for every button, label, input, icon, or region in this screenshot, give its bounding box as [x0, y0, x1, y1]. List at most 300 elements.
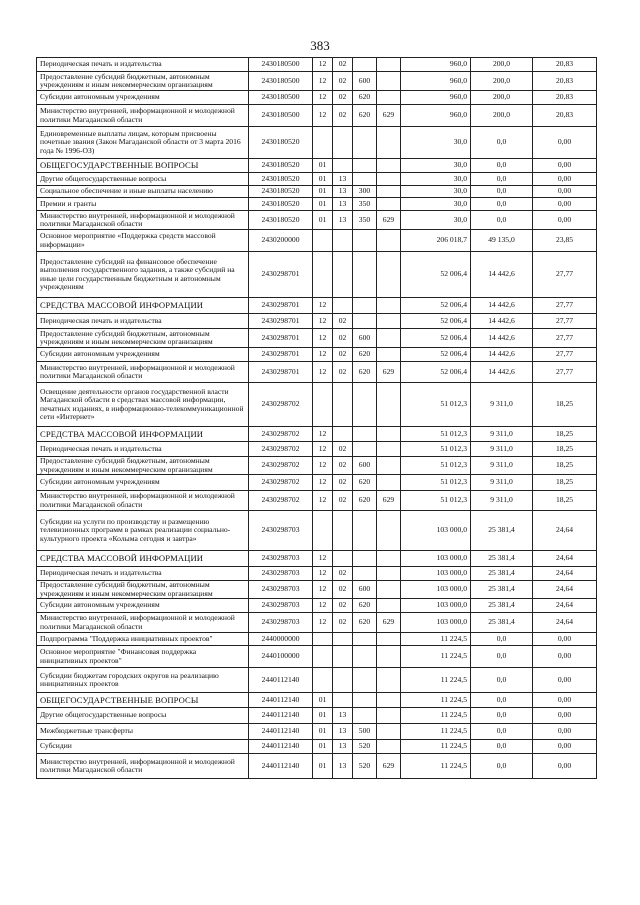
percent-cell: 27,77	[533, 329, 597, 348]
section-code-cell: 12	[313, 613, 333, 633]
subsection-code-cell: 13	[333, 754, 353, 779]
table-row	[37, 173, 597, 186]
subsection-code-cell: 02	[333, 599, 353, 613]
table-row	[37, 186, 597, 198]
subsection-code-cell: 13	[333, 198, 353, 211]
planned-amount-cell: 30,0	[401, 173, 471, 186]
code-cell: 2430298701	[249, 252, 313, 298]
ministry-code-cell: 629	[377, 491, 401, 511]
subsection-code-cell: 13	[333, 740, 353, 754]
code-cell: 2430180520	[249, 186, 313, 198]
name-cell: Министерство внутренней, информационной и молодежной политики Магаданской области	[37, 105, 249, 127]
section-code-cell: 12	[313, 442, 333, 457]
code-cell: 2440112140	[249, 668, 313, 693]
table-row	[37, 511, 597, 551]
percent-cell: 0,00	[533, 708, 597, 724]
ministry-code-cell	[377, 724, 401, 740]
code-cell: 2430298702	[249, 442, 313, 457]
actual-amount-cell: 14 442,6	[471, 252, 533, 298]
table-row	[37, 613, 597, 633]
planned-amount-cell: 11 224,5	[401, 668, 471, 693]
name-cell: Министерство внутренней, информационной и молодежной политики Магаданской области	[37, 362, 249, 383]
planned-amount-cell: 960,0	[401, 72, 471, 91]
ministry-code-cell	[377, 511, 401, 551]
expense-type-cell: 350	[353, 198, 377, 211]
expense-type-cell: 620	[353, 362, 377, 383]
section-code-cell: 01	[313, 211, 333, 230]
subsection-code-cell	[333, 383, 353, 427]
expense-type-cell	[353, 668, 377, 693]
planned-amount-cell: 11 224,5	[401, 754, 471, 779]
expense-type-cell	[353, 58, 377, 72]
expense-type-cell: 620	[353, 599, 377, 613]
planned-amount-cell: 30,0	[401, 211, 471, 230]
name-cell: Другие общегосударственные вопросы	[37, 708, 249, 724]
ministry-code-cell	[377, 198, 401, 211]
actual-amount-cell: 9 311,0	[471, 383, 533, 427]
page-number: 383	[310, 38, 330, 53]
planned-amount-cell: 51 012,3	[401, 383, 471, 427]
section-code-cell: 12	[313, 599, 333, 613]
expense-type-cell: 620	[353, 105, 377, 127]
subsection-code-cell: 13	[333, 211, 353, 230]
actual-amount-cell: 0,0	[471, 668, 533, 693]
subsection-code-cell	[333, 230, 353, 252]
expense-type-cell	[353, 633, 377, 646]
actual-amount-cell: 0,0	[471, 159, 533, 173]
actual-amount-cell: 0,0	[471, 708, 533, 724]
ministry-code-cell	[377, 298, 401, 314]
ministry-code-cell	[377, 186, 401, 198]
code-cell: 2430298702	[249, 457, 313, 475]
name-cell: Предоставление субсидий бюджетным, автономным учреждениям и иным некоммерческим организациям	[37, 457, 249, 475]
code-cell: 2430180520	[249, 198, 313, 211]
ministry-code-cell	[377, 427, 401, 442]
planned-amount-cell: 206 018,7	[401, 230, 471, 252]
table-row	[37, 329, 597, 348]
subsection-code-cell: 13	[333, 173, 353, 186]
name-cell: Предоставление субсидий на финансовое обеспечение выполнения государственного задания, а также субсидий на иные цели государственным бюджетным и автономным учреждениям	[37, 252, 249, 298]
percent-cell: 27,77	[533, 348, 597, 362]
actual-amount-cell: 0,0	[471, 127, 533, 159]
section-code-cell: 12	[313, 457, 333, 475]
name-cell: Освещение деятельности органов государственной власти Магаданской области в средствах массовой информации, печатных изданиях, в информационно-телекоммуникационной сети «Интернет»	[37, 383, 249, 427]
expense-type-cell	[353, 252, 377, 298]
section-code-cell: 01	[313, 724, 333, 740]
name-cell: Субсидии автономным учреждениям	[37, 475, 249, 491]
percent-cell: 18,25	[533, 457, 597, 475]
name-cell: Министерство внутренней, информационной и молодежной политики Магаданской области	[37, 613, 249, 633]
actual-amount-cell: 25 381,4	[471, 511, 533, 551]
table-row	[37, 383, 597, 427]
subsection-code-cell: 02	[333, 105, 353, 127]
section-code-cell: 12	[313, 427, 333, 442]
section-code-cell: 01	[313, 693, 333, 708]
subsection-code-cell	[333, 646, 353, 668]
ministry-code-cell	[377, 329, 401, 348]
percent-cell: 18,25	[533, 475, 597, 491]
code-cell: 2430180500	[249, 72, 313, 91]
section-code-cell: 01	[313, 173, 333, 186]
percent-cell: 0,00	[533, 668, 597, 693]
code-cell: 2430298703	[249, 511, 313, 551]
actual-amount-cell: 0,0	[471, 211, 533, 230]
table-row	[37, 252, 597, 298]
name-cell: Основное мероприятие «Поддержка средств массовой информации»	[37, 230, 249, 252]
expense-type-cell	[353, 427, 377, 442]
name-cell: Предоставление субсидий бюджетным, автономным учреждениям и иным некоммерческим организациям	[37, 581, 249, 599]
actual-amount-cell: 14 442,6	[471, 314, 533, 329]
percent-cell: 0,00	[533, 754, 597, 779]
planned-amount-cell: 11 224,5	[401, 708, 471, 724]
subsection-code-cell: 02	[333, 581, 353, 599]
name-cell: Министерство внутренней, информационной и молодежной политики Магаданской области	[37, 491, 249, 511]
planned-amount-cell: 52 006,4	[401, 314, 471, 329]
ministry-code-cell	[377, 348, 401, 362]
percent-cell: 24,64	[533, 567, 597, 581]
code-cell: 2440112140	[249, 693, 313, 708]
percent-cell: 0,00	[533, 693, 597, 708]
percent-cell: 18,25	[533, 383, 597, 427]
expense-type-cell	[353, 646, 377, 668]
code-cell: 2440100000	[249, 646, 313, 668]
actual-amount-cell: 49 135,0	[471, 230, 533, 252]
actual-amount-cell: 25 381,4	[471, 567, 533, 581]
percent-cell: 0,00	[533, 646, 597, 668]
percent-cell: 20,83	[533, 105, 597, 127]
code-cell: 2430180500	[249, 105, 313, 127]
planned-amount-cell: 52 006,4	[401, 348, 471, 362]
section-code-cell: 01	[313, 159, 333, 173]
code-cell: 2440000000	[249, 633, 313, 646]
actual-amount-cell: 9 311,0	[471, 427, 533, 442]
ministry-code-cell	[377, 127, 401, 159]
expense-type-cell	[353, 551, 377, 567]
code-cell: 2430298702	[249, 491, 313, 511]
actual-amount-cell: 200,0	[471, 91, 533, 105]
section-code-cell: 12	[313, 329, 333, 348]
ministry-code-cell	[377, 72, 401, 91]
actual-amount-cell: 0,0	[471, 186, 533, 198]
table-row	[37, 127, 597, 159]
name-cell: Другие общегосударственные вопросы	[37, 173, 249, 186]
subsection-code-cell: 02	[333, 613, 353, 633]
ministry-code-cell	[377, 581, 401, 599]
planned-amount-cell: 11 224,5	[401, 693, 471, 708]
section-code-cell: 12	[313, 551, 333, 567]
code-cell: 2430298703	[249, 599, 313, 613]
name-cell: ОБЩЕГОСУДАРСТВЕННЫЕ ВОПРОСЫ	[37, 159, 249, 173]
ministry-code-cell	[377, 173, 401, 186]
actual-amount-cell: 9 311,0	[471, 475, 533, 491]
ministry-code-cell: 629	[377, 105, 401, 127]
code-cell: 2430298701	[249, 348, 313, 362]
planned-amount-cell: 103 000,0	[401, 581, 471, 599]
code-cell: 2430180520	[249, 173, 313, 186]
ministry-code-cell	[377, 693, 401, 708]
expense-type-cell	[353, 173, 377, 186]
table-row	[37, 58, 597, 72]
actual-amount-cell: 9 311,0	[471, 457, 533, 475]
code-cell: 2430180500	[249, 91, 313, 105]
section-code-cell: 12	[313, 567, 333, 581]
percent-cell: 18,25	[533, 427, 597, 442]
code-cell: 2440112140	[249, 708, 313, 724]
expense-type-cell	[353, 708, 377, 724]
section-code-cell	[313, 127, 333, 159]
actual-amount-cell: 25 381,4	[471, 581, 533, 599]
expense-type-cell: 600	[353, 581, 377, 599]
name-cell: СРЕДСТВА МАССОВОЙ ИНФОРМАЦИИ	[37, 298, 249, 314]
planned-amount-cell: 30,0	[401, 198, 471, 211]
section-code-cell: 12	[313, 475, 333, 491]
table-row	[37, 298, 597, 314]
name-cell: Межбюджетные трансферты	[37, 724, 249, 740]
expense-type-cell: 500	[353, 724, 377, 740]
section-code-cell: 12	[313, 298, 333, 314]
name-cell: Периодическая печать и издательства	[37, 314, 249, 329]
code-cell: 2430180520	[249, 127, 313, 159]
planned-amount-cell: 51 012,3	[401, 442, 471, 457]
table-row	[37, 72, 597, 91]
code-cell: 2430298703	[249, 613, 313, 633]
table-row	[37, 427, 597, 442]
expense-type-cell: 350	[353, 211, 377, 230]
name-cell: Единовременные выплаты лицам, которым присвоены почетные звания (Закон Магаданской области от 3 марта 2016 года № 1996-ОЗ)	[37, 127, 249, 159]
expense-type-cell: 620	[353, 91, 377, 105]
code-cell: 2430298701	[249, 298, 313, 314]
ministry-code-cell	[377, 668, 401, 693]
planned-amount-cell: 51 012,3	[401, 475, 471, 491]
planned-amount-cell: 30,0	[401, 159, 471, 173]
name-cell: Периодическая печать и издательства	[37, 58, 249, 72]
code-cell: 2430298702	[249, 427, 313, 442]
section-code-cell	[313, 633, 333, 646]
expense-type-cell	[353, 159, 377, 173]
planned-amount-cell: 103 000,0	[401, 567, 471, 581]
subsection-code-cell	[333, 159, 353, 173]
code-cell: 2430298703	[249, 567, 313, 581]
name-cell: Подпрограмма "Поддержка инициативных проектов"	[37, 633, 249, 646]
expense-type-cell: 300	[353, 186, 377, 198]
expense-type-cell: 520	[353, 754, 377, 779]
table-row	[37, 348, 597, 362]
section-code-cell: 01	[313, 186, 333, 198]
ministry-code-cell	[377, 551, 401, 567]
percent-cell: 27,77	[533, 252, 597, 298]
table-row	[37, 551, 597, 567]
section-code-cell	[313, 252, 333, 298]
percent-cell: 23,85	[533, 230, 597, 252]
subsection-code-cell	[333, 693, 353, 708]
expense-type-cell	[353, 314, 377, 329]
subsection-code-cell: 02	[333, 475, 353, 491]
code-cell: 2440112140	[249, 740, 313, 754]
planned-amount-cell: 960,0	[401, 91, 471, 105]
table-row	[37, 159, 597, 173]
table-row	[37, 105, 597, 127]
table-row	[37, 581, 597, 599]
code-cell: 2440112140	[249, 724, 313, 740]
expense-type-cell	[353, 567, 377, 581]
section-code-cell: 01	[313, 708, 333, 724]
code-cell: 2430180520	[249, 159, 313, 173]
section-code-cell: 12	[313, 581, 333, 599]
actual-amount-cell: 0,0	[471, 173, 533, 186]
ministry-code-cell	[377, 633, 401, 646]
percent-cell: 24,64	[533, 613, 597, 633]
planned-amount-cell: 52 006,4	[401, 298, 471, 314]
code-cell: 2430298701	[249, 362, 313, 383]
ministry-code-cell	[377, 442, 401, 457]
subsection-code-cell	[333, 633, 353, 646]
table-row	[37, 362, 597, 383]
section-code-cell: 12	[313, 72, 333, 91]
percent-cell: 0,00	[533, 724, 597, 740]
planned-amount-cell: 11 224,5	[401, 633, 471, 646]
table-row	[37, 633, 597, 646]
planned-amount-cell: 103 000,0	[401, 613, 471, 633]
percent-cell: 0,00	[533, 633, 597, 646]
name-cell: Социальное обеспечение и иные выплаты населению	[37, 186, 249, 198]
percent-cell: 24,64	[533, 599, 597, 613]
expense-type-cell	[353, 511, 377, 551]
code-cell: 2430200000	[249, 230, 313, 252]
planned-amount-cell: 52 006,4	[401, 252, 471, 298]
actual-amount-cell: 0,0	[471, 754, 533, 779]
actual-amount-cell: 14 442,6	[471, 329, 533, 348]
actual-amount-cell: 0,0	[471, 740, 533, 754]
actual-amount-cell: 200,0	[471, 72, 533, 91]
ministry-code-cell	[377, 383, 401, 427]
percent-cell: 20,83	[533, 91, 597, 105]
ministry-code-cell	[377, 567, 401, 581]
planned-amount-cell: 11 224,5	[401, 724, 471, 740]
table-row	[37, 91, 597, 105]
percent-cell: 0,00	[533, 186, 597, 198]
subsection-code-cell: 13	[333, 708, 353, 724]
actual-amount-cell: 200,0	[471, 105, 533, 127]
code-cell: 2430298703	[249, 551, 313, 567]
table-row	[37, 457, 597, 475]
section-code-cell	[313, 646, 333, 668]
actual-amount-cell: 14 442,6	[471, 362, 533, 383]
name-cell: Предоставление субсидий бюджетным, автономным учреждениям и иным некоммерческим организациям	[37, 329, 249, 348]
budget-table	[36, 57, 597, 779]
section-code-cell: 01	[313, 754, 333, 779]
actual-amount-cell: 14 442,6	[471, 298, 533, 314]
name-cell: СРЕДСТВА МАССОВОЙ ИНФОРМАЦИИ	[37, 427, 249, 442]
planned-amount-cell: 51 012,3	[401, 427, 471, 442]
percent-cell: 0,00	[533, 127, 597, 159]
code-cell: 2430298701	[249, 329, 313, 348]
expense-type-cell	[353, 442, 377, 457]
section-code-cell	[313, 511, 333, 551]
ministry-code-cell	[377, 159, 401, 173]
subsection-code-cell	[333, 252, 353, 298]
percent-cell: 24,64	[533, 581, 597, 599]
table-row	[37, 668, 597, 693]
table-row	[37, 230, 597, 252]
ministry-code-cell	[377, 457, 401, 475]
table-row	[37, 442, 597, 457]
ministry-code-cell	[377, 646, 401, 668]
subsection-code-cell: 13	[333, 186, 353, 198]
percent-cell: 0,00	[533, 159, 597, 173]
code-cell: 2430298702	[249, 475, 313, 491]
percent-cell: 24,64	[533, 511, 597, 551]
actual-amount-cell: 14 442,6	[471, 348, 533, 362]
ministry-code-cell	[377, 91, 401, 105]
subsection-code-cell: 02	[333, 567, 353, 581]
subsection-code-cell: 02	[333, 442, 353, 457]
percent-cell: 18,25	[533, 442, 597, 457]
table-row	[37, 646, 597, 668]
subsection-code-cell: 02	[333, 72, 353, 91]
ministry-code-cell: 629	[377, 754, 401, 779]
table-row	[37, 491, 597, 511]
actual-amount-cell: 200,0	[471, 58, 533, 72]
actual-amount-cell: 25 381,4	[471, 613, 533, 633]
actual-amount-cell: 0,0	[471, 633, 533, 646]
name-cell: ОБЩЕГОСУДАРСТВЕННЫЕ ВОПРОСЫ	[37, 693, 249, 708]
planned-amount-cell: 52 006,4	[401, 329, 471, 348]
name-cell: Субсидии автономным учреждениям	[37, 348, 249, 362]
name-cell: Субсидии бюджетам городских округов на реализацию инициативных проектов	[37, 668, 249, 693]
expense-type-cell: 620	[353, 491, 377, 511]
subsection-code-cell	[333, 511, 353, 551]
table-row	[37, 599, 597, 613]
table-body	[37, 58, 597, 779]
actual-amount-cell: 9 311,0	[471, 491, 533, 511]
code-cell: 2440112140	[249, 754, 313, 779]
actual-amount-cell: 0,0	[471, 198, 533, 211]
ministry-code-cell	[377, 599, 401, 613]
name-cell: Основное мероприятие "Финансовая поддержка инициативных проектов"	[37, 646, 249, 668]
name-cell: СРЕДСТВА МАССОВОЙ ИНФОРМАЦИИ	[37, 551, 249, 567]
table-row	[37, 693, 597, 708]
table-row	[37, 724, 597, 740]
actual-amount-cell: 0,0	[471, 693, 533, 708]
planned-amount-cell: 30,0	[401, 127, 471, 159]
expense-type-cell: 600	[353, 72, 377, 91]
section-code-cell: 12	[313, 91, 333, 105]
planned-amount-cell: 960,0	[401, 58, 471, 72]
actual-amount-cell: 0,0	[471, 724, 533, 740]
subsection-code-cell: 02	[333, 348, 353, 362]
name-cell: Предоставление субсидий бюджетным, автономным учреждениям и иным некоммерческим организациям	[37, 72, 249, 91]
section-code-cell	[313, 230, 333, 252]
percent-cell: 20,83	[533, 72, 597, 91]
subsection-code-cell	[333, 551, 353, 567]
percent-cell: 24,64	[533, 551, 597, 567]
ministry-code-cell	[377, 252, 401, 298]
section-code-cell: 12	[313, 348, 333, 362]
ministry-code-cell	[377, 230, 401, 252]
expense-type-cell: 600	[353, 329, 377, 348]
name-cell: Периодическая печать и издательства	[37, 442, 249, 457]
percent-cell: 20,83	[533, 58, 597, 72]
ministry-code-cell: 629	[377, 211, 401, 230]
section-code-cell	[313, 383, 333, 427]
subsection-code-cell: 02	[333, 58, 353, 72]
ministry-code-cell	[377, 740, 401, 754]
expense-type-cell	[353, 693, 377, 708]
percent-cell: 27,77	[533, 314, 597, 329]
actual-amount-cell: 9 311,0	[471, 442, 533, 457]
name-cell: Субсидии автономным учреждениям	[37, 91, 249, 105]
subsection-code-cell: 02	[333, 329, 353, 348]
